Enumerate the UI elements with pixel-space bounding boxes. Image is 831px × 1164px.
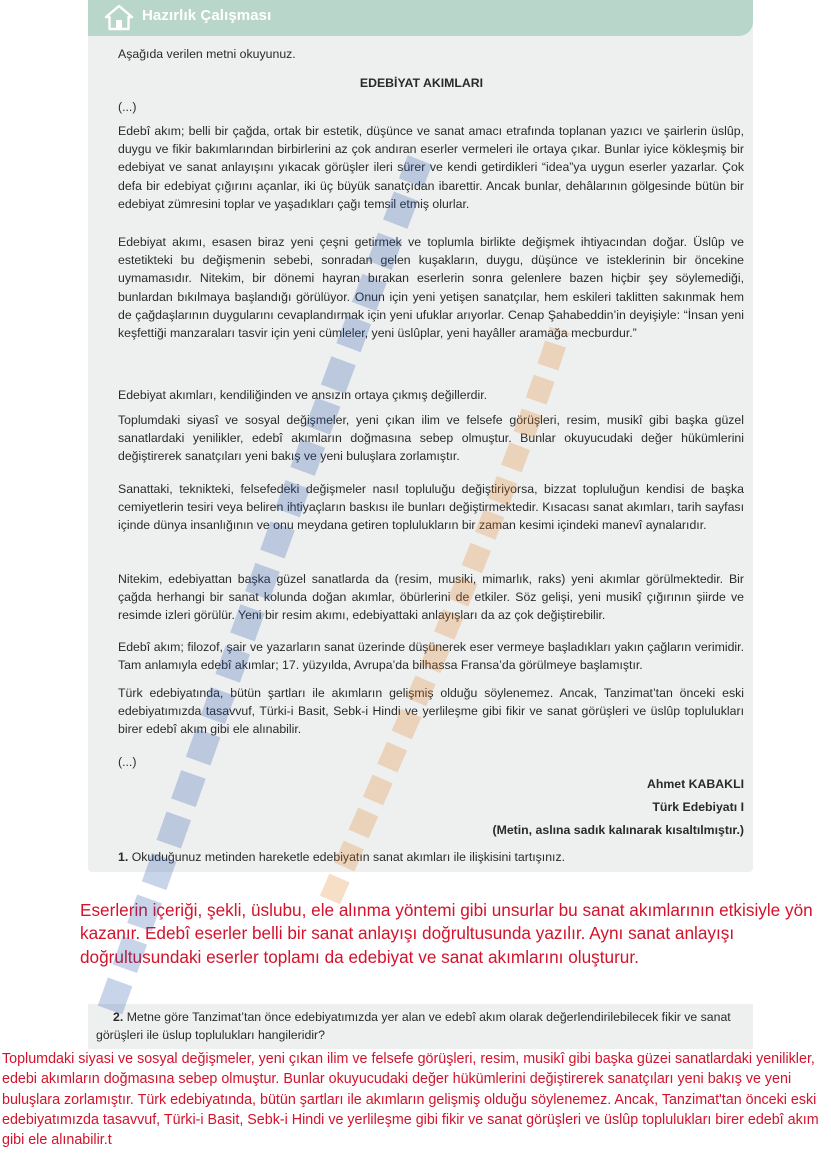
question-1-number: 1. — [118, 850, 129, 864]
answer-2: Toplumdaki siyasi ve sosyal değişmeler, yeni çıkan ilim ve felsefe görüşleri, resim, musikî gibi başka güzei sanatlardaki yenilikler, edebi akımların doğmasına sebep olmuştur. Bunlar okuyucudaki değer hükümlerini değiştirerek sanatçıları yeni bakış ve yeni buluşlara zorlamıştır. Türk edebiyatında, bütün şartları ile akımların gelişmiş olduğu söylenemez. Ancak, Tanzimat'tan önceki eski edebiyatımızda tasavvuf, Türki-i Basit, Sebk-i Hindi ve yerlileşme gibi fikir ve sanat görüşleri ve üslûp toplulukları birer edebî akım gibi ele alınabilir.t — [2, 1051, 819, 1149]
instruction-text: Aşağıda verilen metni okuyunuz. — [118, 47, 296, 61]
paragraph-6: Nitekim, edebiyattan başka güzel sanatlarda da (resim, musiki, mimarlık, raks) yeni akımlar görülmektedir. Bir çağda herhangi bir sanat kolunda doğan akımlar, öbürlerini de etkiler. Söz gelişi, yeni musikî çığırının şiirde ve resimde izleri görülür. Yeni bir resim akımı, edebiyattaki anlayışları da az çok değiştirebilir. — [118, 572, 744, 623]
paragraph-1: Edebî akım; belli bir çağda, ortak bir estetik, düşünce ve sanat amacı etrafında toplanan yazıcı ve şairlerin üslûp, duygu ve fikir bakımlarından birbirlerini az çok andıran eserler vermeleri ile ortaya çıkar. Bunlar iyice kökleşmiş bir edebiyat ve sanat anlayışını yıkacak görüşler ileri sürer ve kendi getirdikleri “idea”ya uygun eserler yazarlar. Çok defa bir edebiyat çığırını açanlar, iki üç büyük sanatçıdan ibarettir. Ancak bunlar, dehâlarının gölgesinde bütün bir edebiyat zümresini toplar ve yaşadıkları çağı temsil etmiş olurlar. — [118, 124, 744, 211]
paragraph-2: Edebiyat akımı, esasen biraz yeni çeşni getirmek ve toplumla birlikte değişmek ihtiyacından doğar. Üslûp ve estetikteki bu değişmenin sebebi, sonradan gelen kuşakların, duygu, düşünce ve isteklerinin bir öncekine uymamasıdır. Nitekim, bir dönemi hayran bırakan eserlerin sonra gelenlere bazen hiçbir şey söylemediği, bunlardan bıkılmaya başlandığı görülüyor. Onun için yeni yetişen sanatçılar, hem eskileri taklitten sakınmak hem de çağdaşlarının duygularını cevaplandırmak için yeni ufuklar arıyorlar. Cenap Şahabeddin’in deyişiyle: “İnsan yeni keşfettiği manzaraları tasvir için yeni cümleler, yeni üslûplar, yeni hayâller aramağa mecburdur.” — [118, 235, 744, 341]
source-book: Türk Edebiyatı I — [652, 800, 744, 814]
paragraph-5: Sanattaki, teknikteki, felsefedeki değişmeler nasıl topluluğu değiştiriyorsa, bizzat topluluğun kendisi de başka cemiyetlerin tesiri veya beliren ihtiyaçların baskısı ile bunları değiştirmektedir. Kısacası sanat akımları, tarih sayfası içinde dünya insanlığının ve onu meydana getiren toplulukların bir zaman kesimi içindeki manevî aynalarıdır. — [118, 482, 744, 533]
home-icon — [104, 3, 134, 31]
source-author: Ahmet KABAKLI — [646, 777, 744, 791]
paragraph-3: Edebiyat akımları, kendiliğinden ve ansızın ortaya çıkmış değillerdir. — [118, 388, 488, 402]
section-title: Hazırlık Çalışması — [142, 7, 272, 24]
document-title: EDEBİYAT AKIMLARI — [359, 76, 484, 90]
paragraph-8: Türk edebiyatında, bütün şartları ile akımların gelişmiş olduğu söylenemez. Ancak, Tanzimat’tan önceki eski edebiyatımızda tasavvuf, Türki-i Basit, Sebk-i Hindi ve yerlileşme gibi fikir ve sanat görüşleri ve üslûp toplulukları birer edebî akım gibi ele alınabilir. — [118, 686, 744, 737]
question-1 — [118, 848, 744, 866]
ellipsis-bottom: (...) — [118, 755, 137, 769]
question-2-number: 2. — [113, 1010, 124, 1024]
paragraph-4: Toplumdaki siyasî ve sosyal değişmeler, yeni çıkan ilim ve felsefe görüşleri, resim, musikî gibi başka güzel sanatlardaki yenilikler, edebî akımların doğmasına sebep olmuştur. Bunlar okuyucudaki değer hükümlerini değiştirerek sanatçıları yeni bakış ve yeni buluşlara zorlamıştır. — [118, 413, 744, 464]
ellipsis-top: (...) — [118, 100, 137, 114]
answer-1: Eserlerin içeriği, şekli, üslubu, ele alınma yöntemi gibi unsurlar bu sanat akımlarının etkisiyle yön kazanır. Edebî eserler belli bir sanat anlayışı doğrultusunda yazılır. Aynı sanat anlayışı doğrultusundaki eserler toplamı da edebiyat ve sanat akımlarını oluşturur. — [80, 900, 813, 967]
question-2-text: Metne göre Tanzimat’tan önce edebiyatımızda yer alan ve edebî akım olarak değerlendirilebilecek fikir ve sanat görüşleri ile üslup toplulukları hangileridir? — [96, 1010, 731, 1043]
paragraph-7: Edebî akım; filozof, şair ve yazarların sanat üzerinde düşünerek eser vermeye başladıkları yakın çağların verimidir. Tam anlamıyla edebî akımlar; 17. yüzyılda, Avrupa’da bilhassa Fransa’da görülmeye başlamıştır. — [118, 640, 744, 673]
question-2 — [96, 1008, 742, 1045]
source-note: (Metin, aslına sadık kalınarak kısaltılmıştır.) — [492, 823, 744, 837]
question-1-text: Okuduğunuz metinden hareketle edebiyatın sanat akımları ile ilişkisini tartışınız. — [131, 850, 566, 864]
